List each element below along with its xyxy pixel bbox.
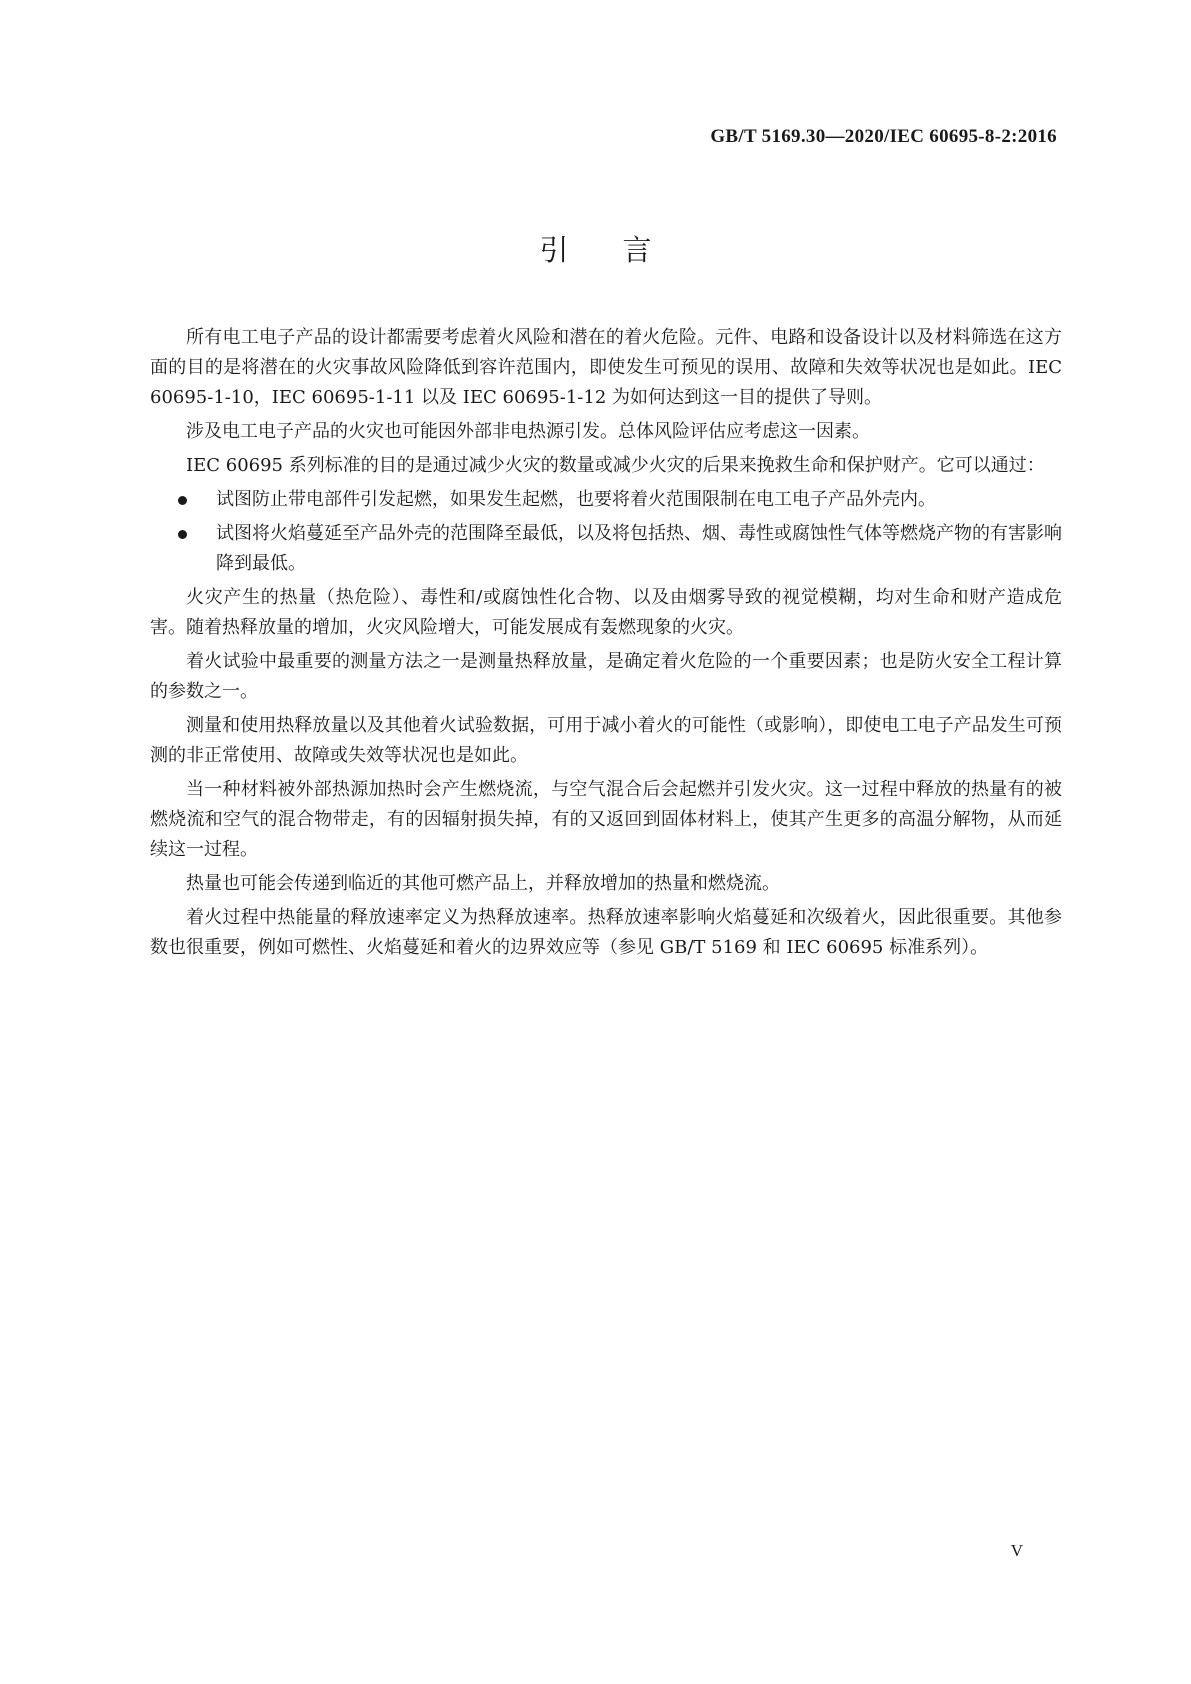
paragraph: IEC 60695 系列标准的目的是通过减少火灾的数量或减少火灾的后果来挽救生命和保护财产。它可以通过：: [186, 455, 1045, 476]
bullet-item: [150, 519, 1062, 579]
paragraph: 热量也可能会传递到临近的其他可燃产品上，并释放增加的热量和燃烧流。: [186, 873, 780, 894]
section-title: 引言: [539, 233, 706, 267]
paragraph: 涉及电工电子产品的火灾也可能因外部非电热源引发。总体风险评估应考虑这一因素。: [186, 421, 870, 442]
bullet-dot-icon: [178, 496, 187, 505]
paragraph: 火灾产生的热量（热危险）、毒性和/或腐蚀性化合物、以及由烟雾导致的视觉模糊，均对生命和财产造成危害。随着热释放量的增加，火灾风险增大，可能发展成有轰燃现象的火灾。: [150, 587, 1062, 638]
body-text: [150, 323, 1062, 967]
paragraph: 着火试验中最重要的测量方法之一是测量热释放量，是确定着火危险的一个重要因素；也是防火安全工程计算的参数之一。: [150, 651, 1062, 702]
page-number: V: [1010, 1541, 1023, 1560]
bullet-text: 试图将火焰蔓延至产品外壳的范围降至最低，以及将包括热、烟、毒性或腐蚀性气体等燃烧产物的有害影响降到最低。: [216, 523, 1062, 574]
bullet-item: [150, 485, 1062, 515]
paragraph: 测量和使用热释放量以及其他着火试验数据，可用于减小着火的可能性（或影响），即使电工电子产品发生可预测的非正常使用、故障或失效等状况也是如此。: [150, 715, 1062, 766]
standard-number-header: GB/T 5169.30—2020/IEC 60695-8-2:2016: [710, 126, 1057, 147]
paragraph: 所有电工电子产品的设计都需要考虑着火风险和潜在的着火危险。元件、电路和设备设计以及材料筛选在这方面的目的是将潜在的火灾事故风险降低到容许范围内，即使发生可预见的误用、故障和失效等状况也是如此。IEC 60695-1-10，IEC 60695-1-11 以及 IEC 60695-1-12 为如何达到这一目的提供了导则。: [150, 327, 1062, 408]
paragraph: 当一种材料被外部热源加热时会产生燃烧流，与空气混合后会起燃并引发火灾。这一过程中释放的热量有的被燃烧流和空气的混合物带走，有的因辐射损失掉，有的又返回到固体材料上，使其产生更多的高温分解物，从而延续这一过程。: [150, 779, 1062, 860]
bullet-text: 试图防止带电部件引发起燃，如果发生起燃，也要将着火范围限制在电工电子产品外壳内。: [216, 489, 936, 510]
paragraph: 着火过程中热能量的释放速率定义为热释放速率。热释放速率影响火焰蔓延和次级着火，因此很重要。其他参数也很重要，例如可燃性、火焰蔓延和着火的边界效应等（参见 GB/T 5169 和 IEC 60695 标准系列）。: [150, 907, 1062, 958]
bullet-dot-icon: [178, 530, 187, 539]
